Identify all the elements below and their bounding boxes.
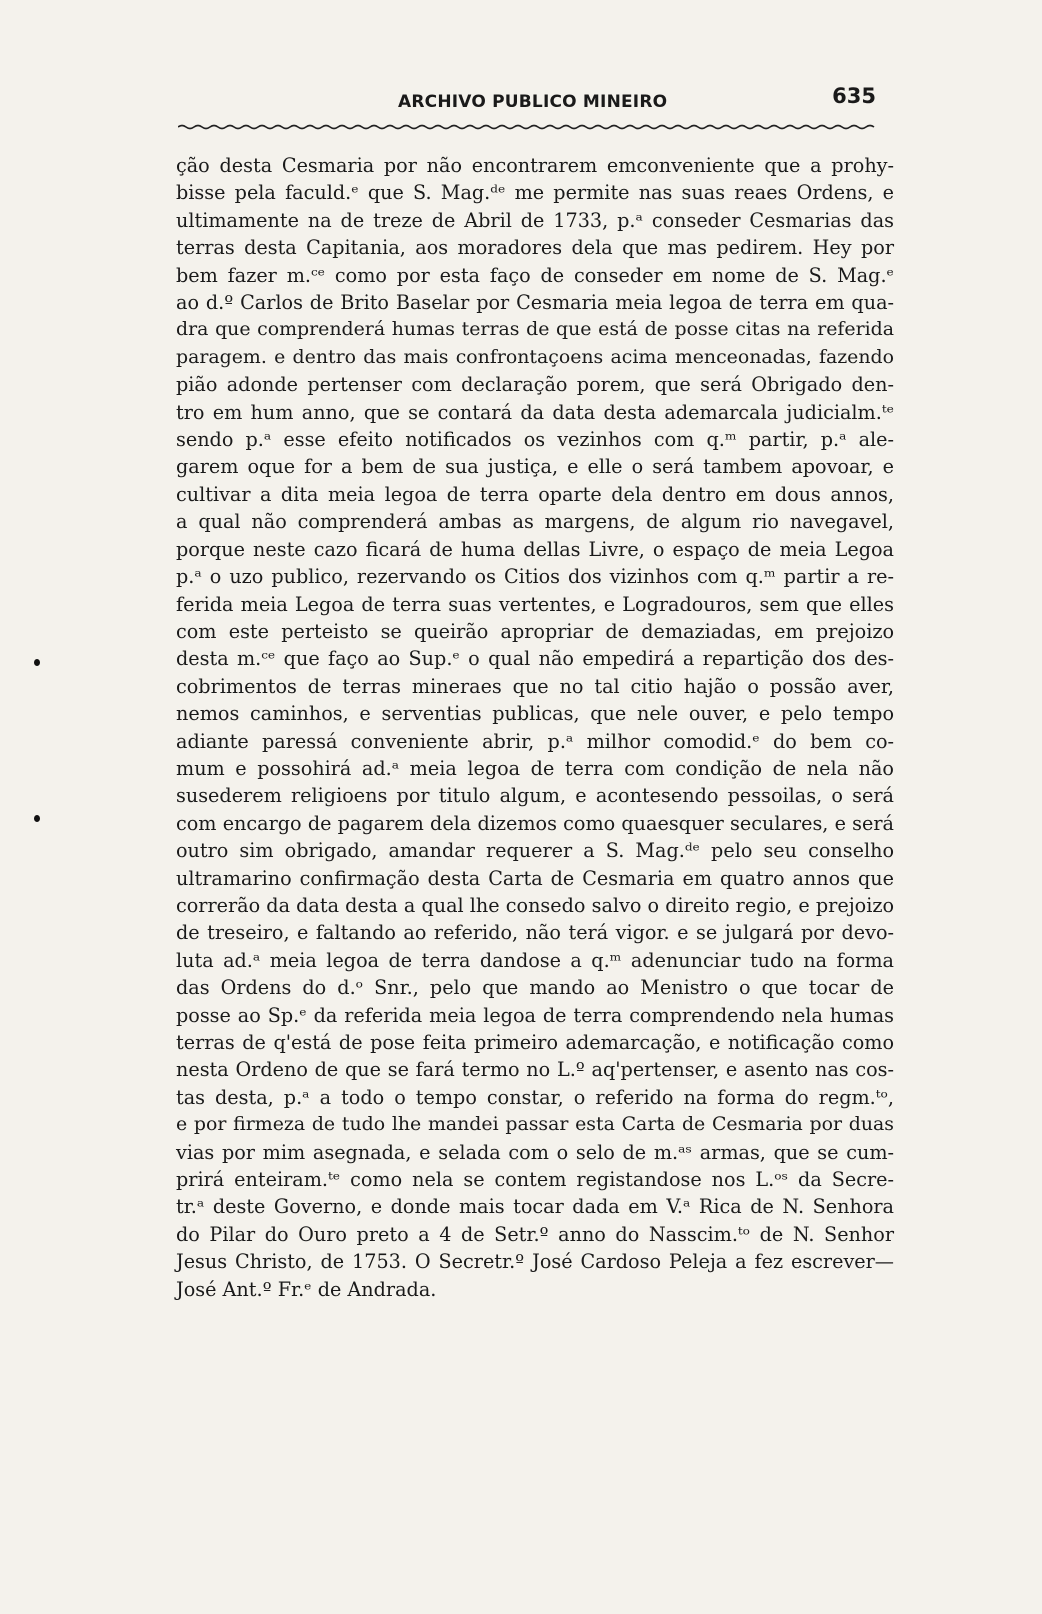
text-line: garem oque for a bem de sua justiça, e elle o será tambem apovoar, e	[176, 455, 894, 479]
text-line: tr.ᵃ deste Governo, e donde mais tocar dada em V.ᵃ Rica de N. Senhora	[176, 1195, 894, 1219]
text-line: ultimamente na de treze de Abril de 1733, p.ᵃ conseder Cesmarias das	[176, 208, 894, 232]
text-line: posse ao Sp.ᵉ da referida meia legoa de terra comprendendo nela humas	[176, 1003, 894, 1027]
text-line: bem fazer m.ᶜᵉ como por esta faço de conseder em nome de S. Mag.ᵉ	[176, 263, 894, 287]
text-line: pião adonde pertenser com declaração porem, que será Obrigado den-	[176, 373, 894, 397]
text-line: cultivar a dita meia legoa de terra oparte dela dentro em dous annos,	[176, 482, 894, 506]
text-line: ção desta Cesmaria por não encontrarem emconveniente que a prohy-	[176, 154, 894, 177]
text-line: dra que comprenderá humas terras de que está de posse citas na referida	[176, 318, 894, 341]
text-line: terras de q'está de pose feita primeiro ademarcação, e notificação como	[176, 1031, 894, 1054]
margin-dot-mark	[34, 815, 40, 822]
running-head: ARCHIVO PUBLICO MINEIRO	[398, 92, 668, 112]
text-line: sendo p.ᵃ esse efeito notificados os vezinhos com q.ᵐ partir, p.ᵃ ale-	[176, 428, 894, 452]
text-line: p.ᵃ o uzo publico, rezervando os Citios dos vizinhos com q.ᵐ partir a re-	[176, 565, 894, 589]
text-line: terras desta Capitania, aos moradores dela que mas pedirem. Hey por	[176, 236, 894, 260]
body-text	[176, 152, 894, 1303]
text-line: nesta Ordeno de que se fará termo no L.º aq'pertenser, e asento nas cos-	[176, 1058, 894, 1082]
text-line: José Ant.º Fr.ᵉ de Andrada.	[176, 1277, 437, 1301]
text-line: cobrimentos de terras mineraes que no tal citio hajão o possão aver,	[176, 674, 894, 698]
margin-dot-mark	[34, 659, 40, 666]
text-line: do Pilar do Ouro preto a 4 de Setr.º anno do Nasscim.ᵗᵒ de N. Senhor	[176, 1222, 894, 1246]
text-line: luta ad.ᵃ meia legoa de terra dandose a q.ᵐ adenunciar tudo na forma	[176, 948, 894, 972]
text-line: com encargo de pagarem dela dizemos como quaesquer seculares, e será	[176, 811, 894, 835]
text-line: ao d.º Carlos de Brito Baselar por Cesmaria meia legoa de terra em qua-	[176, 291, 894, 315]
text-line: mum e possohirá ad.ᵃ meia legoa de terra com condição de nela não	[176, 756, 894, 780]
text-line: outro sim obrigado, amandar requerer a S. Mag.ᵈᵉ pelo seu conselho	[176, 839, 894, 863]
text-line: tas desta, p.ᵃ a todo o tempo constar, o referido na forma do regm.ᵗᵒ,	[176, 1085, 894, 1109]
text-line: paragem. e dentro das mais confrontaçoens acima menceonadas, fazendo	[176, 345, 894, 368]
header-rule	[178, 124, 878, 130]
text-line: vias por mim asegnada, e selada com o selo de m.ᵃˢ armas, que se cum-	[176, 1140, 894, 1164]
page-header	[178, 84, 888, 120]
text-line: bisse pela faculd.ᵉ que S. Mag.ᵈᵉ me permite nas suas reaes Ordens, e	[176, 181, 894, 205]
text-line: porque neste cazo ficará de huma dellas Livre, o espaço de meia Legoa	[176, 537, 894, 561]
text-line: e por firmeza de tudo lhe mandei passar esta Carta de Cesmaria por duas	[176, 1113, 894, 1136]
text-line: a qual não comprenderá ambas as margens, de algum rio navegavel,	[176, 510, 894, 534]
text-line: com este perteisto se queirão apropriar de demaziadas, em prejoizo	[176, 619, 894, 643]
text-line: nemos caminhos, e serventias publicas, que nele ouver, e pelo tempo	[176, 702, 894, 726]
page-number: 635	[832, 84, 876, 108]
text-line: susederem religioens por titulo algum, e acontesendo pessoilas, o será	[176, 784, 894, 808]
text-line: de treseiro, e faltando ao referido, não terá vigor. e se julgará por devo-	[176, 921, 894, 945]
text-line: Jesus Christo, de 1753. O Secretr.º José Cardoso Peleja a fez escrever—	[176, 1250, 894, 1274]
text-line: adiante paressá conveniente abrir, p.ᵃ milhor comodid.ᵉ do bem co-	[176, 729, 894, 753]
text-line: das Ordens do d.ᵒ Snr., pelo que mando ao Menistro o que tocar de	[176, 976, 894, 1000]
text-line: tro em hum anno, que se contará da data desta ademarcala judicialm.ᵗᵉ	[176, 400, 894, 424]
text-line: correrão da data desta a qual lhe consedo salvo o direito regio, e prejoizo	[176, 893, 894, 917]
text-line: prirá enteiram.ᵗᵉ como nela se contem registandose nos L.ᵒˢ da Secre-	[176, 1168, 894, 1192]
text-line: ferida meia Legoa de terra suas vertentes, e Logradouros, sem que elles	[176, 592, 894, 616]
text-line: ultramarino confirmação desta Carta de Cesmaria em quatro annos que	[176, 866, 894, 890]
text-line: desta m.ᶜᵉ que faço ao Sup.ᵉ o qual não empedirá a repartição dos des-	[176, 647, 894, 671]
